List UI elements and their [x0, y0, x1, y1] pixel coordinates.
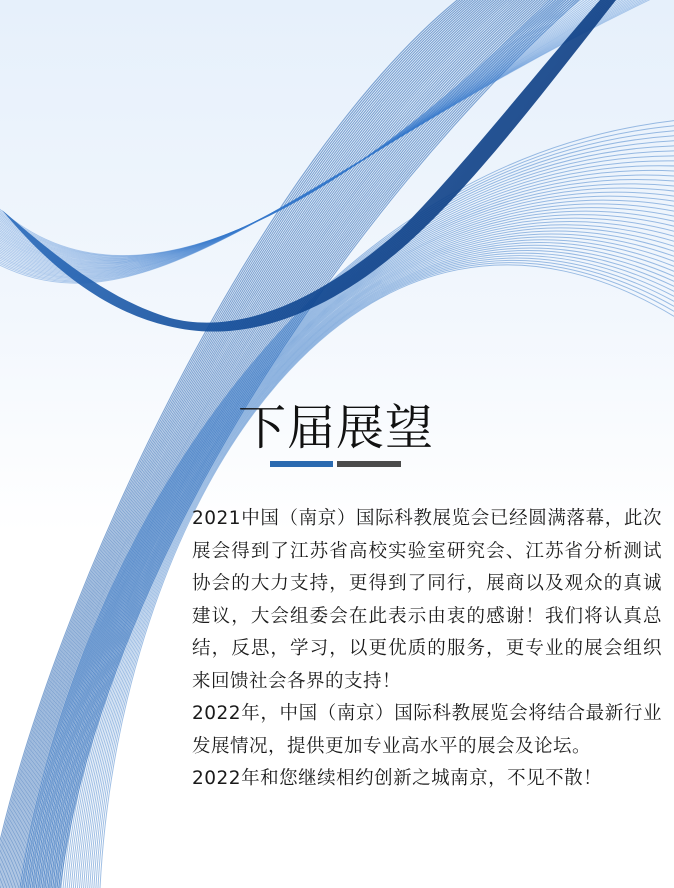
- paragraph: 2021中国（南京）国际科教展览会已经圆满落幕，此次展会得到了江苏省高校实验室研究会、江苏省分析测试协会的大力支持，更得到了同行，展商以及观众的真诚建议，大会组委会在此表示由衷的感谢！我们将认真总结，反思，学习，以更优质的服务，更专业的展会组织来回馈社会各界的支持！: [192, 508, 662, 692]
- paragraph: 2022年和您继续相约创新之城南京，不见不散！: [192, 768, 603, 789]
- title-underline-blue: [270, 461, 333, 467]
- body-text: [192, 503, 662, 796]
- title-underline-dark: [337, 461, 401, 467]
- wave-line: [0, 0, 567, 257]
- paragraph: 2022年，中国（南京）国际科教展览会将结合最新行业发展情况，提供更加专业高水平的展会及论坛。: [192, 703, 662, 757]
- page-title: 下届展望: [238, 400, 435, 456]
